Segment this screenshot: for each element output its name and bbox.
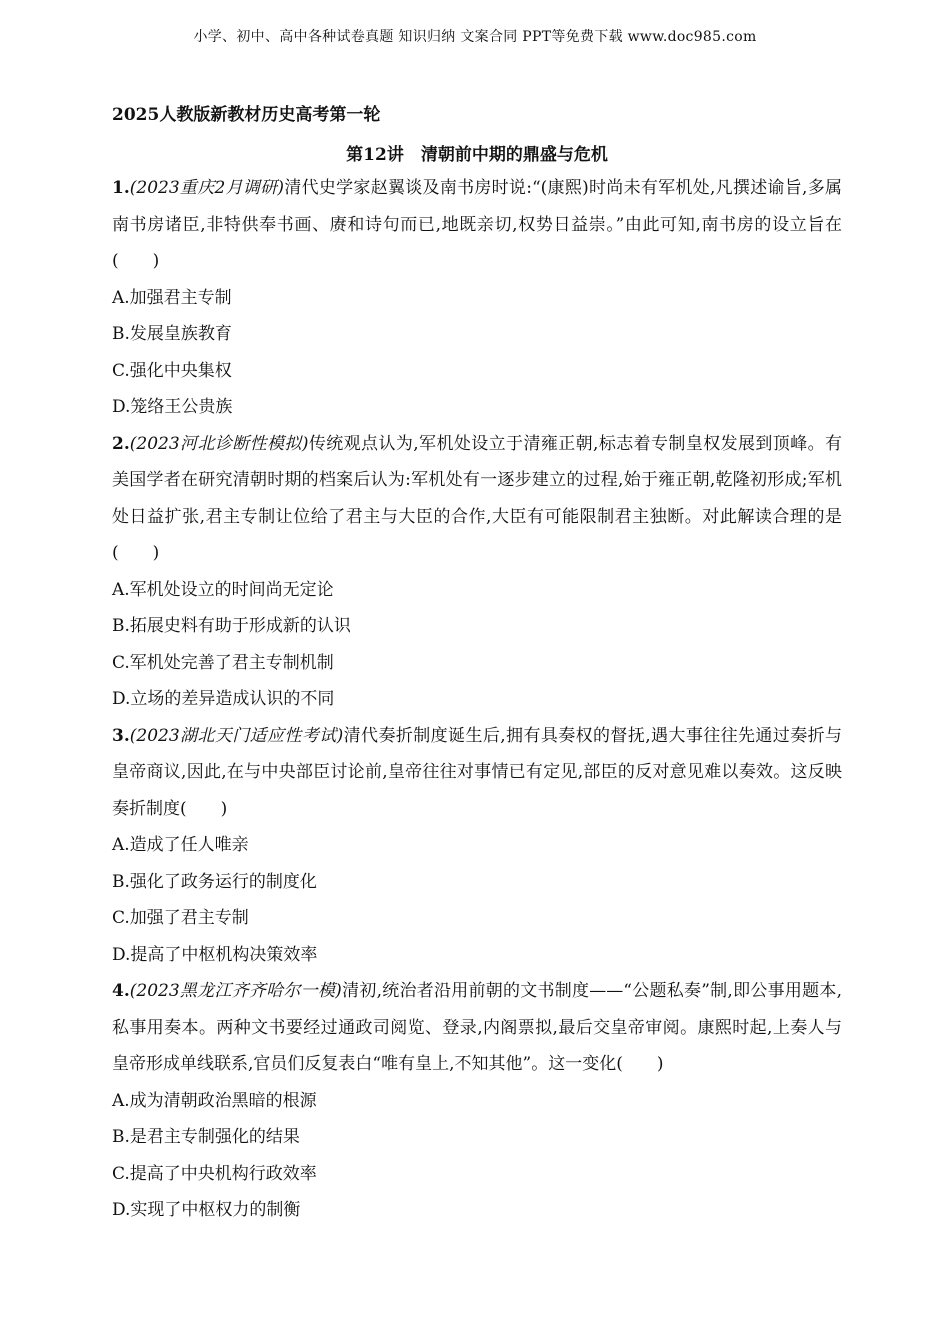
question-text: 传统观点认为,军机处设立于清雍正朝,标志着专制皇权发展到顶峰。有美国学者在研究清朝时期的档案后认为:军机处有一逐步建立的过程,始于雍正朝,乾隆初形成;军机处日益扩张,君主专制让位给了君主与大臣的合作,大臣有可能限制君主独断。对此解读合理的是( ) xyxy=(112,433,843,563)
question-number: 2. xyxy=(112,433,130,454)
question-text: 清代奏折制度诞生后,拥有具奏权的督抚,遇大事往往先通过奏折与皇帝商议,因此,在与中央部臣讨论前,皇帝往往对事情已有定见,部臣的反对意见难以奏效。这反映奏折制度( ) xyxy=(112,725,843,819)
question-source: (2023河北诊断性模拟) xyxy=(129,433,309,454)
option-a: A.成为清朝政治黑暗的根源 xyxy=(112,1090,317,1111)
question-stem xyxy=(112,973,842,1083)
question-3 xyxy=(112,718,842,974)
option-c: C.强化中央集权 xyxy=(112,360,232,381)
option-c: C.军机处完善了君主专制机制 xyxy=(112,652,334,673)
question-1 xyxy=(112,170,842,426)
option-b: B.强化了政务运行的制度化 xyxy=(112,871,317,892)
question-stem xyxy=(112,426,842,572)
option-c: C.加强了君主专制 xyxy=(112,908,249,928)
document-body xyxy=(112,100,842,1229)
option-d: D.笼络王公贵族 xyxy=(112,397,233,417)
lecture-title: 第12讲 清朝前中期的鼎盛与危机 xyxy=(346,145,608,165)
question-number: 1. xyxy=(112,178,130,198)
question-text: 清初,统治者沿用前朝的文书制度——“公题私奏”制,即公事用题本,私事用奏本。两种文书要经过通政司阅览、登录,内阁票拟,最后交皇帝审阅。康熙时起,上奏人与皇帝形成单线联系,官员们反复表白“唯有皇上,不知其他”。这一变化( ) xyxy=(112,981,842,1074)
question-2 xyxy=(112,426,842,718)
question-number: 4. xyxy=(112,981,130,1001)
option-d: D.立场的差异造成认识的不同 xyxy=(112,689,335,709)
option-d: D.实现了中枢权力的制衡 xyxy=(112,1200,301,1220)
question-stem xyxy=(112,718,842,828)
option-a: A.加强君主专制 xyxy=(112,287,232,308)
option-b: B.发展皇族教育 xyxy=(112,324,232,344)
option-b: B.拓展史料有助于形成新的认识 xyxy=(112,616,351,636)
option-a: A.军机处设立的时间尚无定论 xyxy=(112,579,334,600)
option-a: A.造成了任人唯亲 xyxy=(112,835,249,855)
page-header: 小学、初中、高中各种试卷真题 知识归纳 文案合同 PPT等免费下载 www.doc985.com xyxy=(193,29,757,45)
question-text: 清代史学家赵翼谈及南书房时说:“(康熙)时尚未有军机处,凡撰述谕旨,多属南书房诸臣,非特供奉书画、赓和诗句而已,地既亲切,权势日益崇。”由此可知,南书房的设立旨在( ) xyxy=(112,178,842,271)
option-b: B.是君主专制强化的结果 xyxy=(112,1127,300,1147)
question-source: (2023重庆2月调研) xyxy=(129,178,285,198)
question-stem xyxy=(112,170,842,280)
question-source: (2023湖北天门适应性考试) xyxy=(129,725,344,746)
option-c: C.提高了中央机构行政效率 xyxy=(112,1163,317,1184)
option-d: D.提高了中枢机构决策效率 xyxy=(112,944,318,965)
question-source: (2023黑龙江齐齐哈尔一模) xyxy=(129,981,342,1001)
question-4 xyxy=(112,973,842,1229)
document-title: 2025人教版新教材历史高考第一轮 xyxy=(112,105,381,125)
question-number: 3. xyxy=(112,725,130,746)
